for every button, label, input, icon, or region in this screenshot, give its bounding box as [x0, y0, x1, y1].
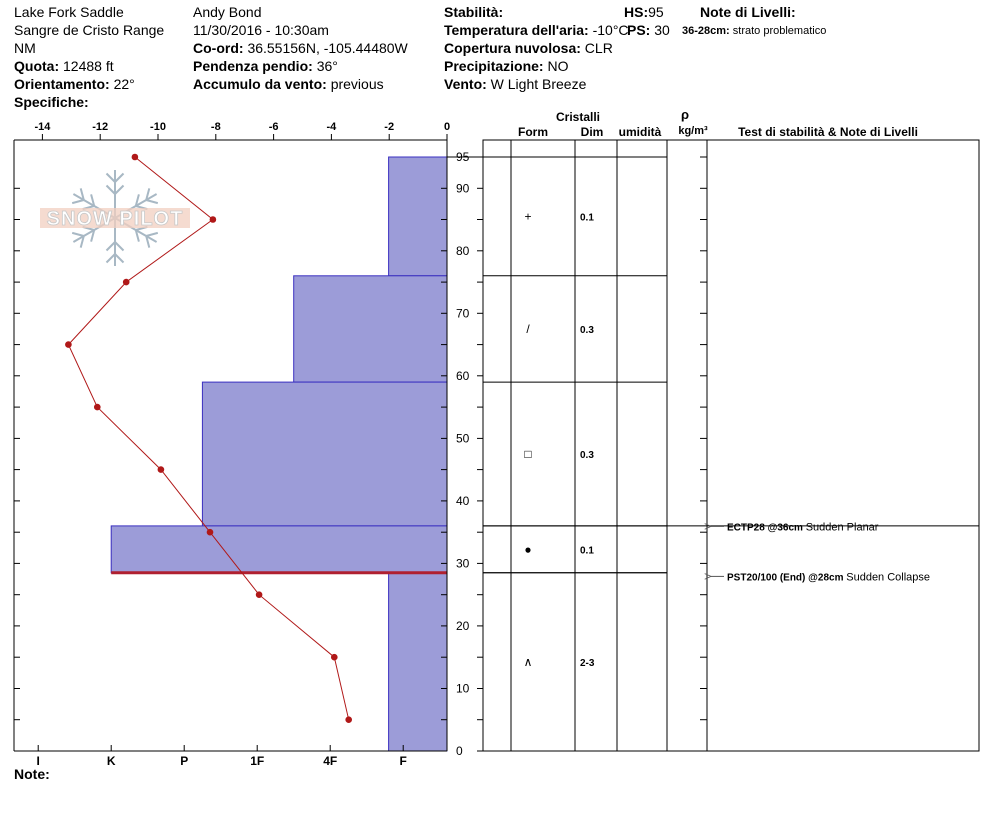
depth-tick-label: 20: [456, 618, 470, 633]
wind: Vento: W Light Breeze: [444, 76, 587, 92]
temperature-point: [123, 279, 130, 286]
aspect: Orientamento: 22°: [14, 76, 135, 92]
hardness-layer-2: [294, 276, 447, 382]
depth-tick-label: 50: [456, 431, 470, 446]
hardness-layer-1: [389, 157, 447, 276]
depth-top-label: 95: [456, 150, 470, 164]
temp-tick-label: -8: [210, 121, 221, 133]
size-header: Dim: [580, 125, 604, 139]
hardness-layer-3: [202, 382, 447, 526]
form-header: Form: [518, 125, 548, 139]
rho-header: ρ: [680, 107, 690, 122]
snowflake-branch: [72, 233, 84, 236]
hs-value: HS:95: [624, 4, 664, 20]
stability-tests: [711, 521, 930, 583]
temperature-point: [132, 154, 139, 161]
snowpilot-logo: [40, 170, 190, 266]
layer-table-rows: [483, 157, 979, 669]
snowflake-branch: [115, 254, 124, 263]
test-result: Sudden Collapse: [846, 571, 931, 584]
hardness-tick-label: 1F: [250, 754, 265, 768]
temp-tick-label: -10: [150, 121, 166, 133]
depth-tick-label: 10: [456, 681, 470, 696]
slope-angle: Pendenza pendio: 36°: [193, 58, 338, 74]
depth-tick-label: 40: [456, 493, 470, 508]
snowflake-branch: [107, 174, 116, 183]
tests-header: Test di stabilità & Note di Livelli: [738, 125, 918, 139]
temp-tick-label: 0: [443, 121, 451, 133]
temp-tick-label: -2: [384, 121, 395, 133]
temp-tick-label: -14: [34, 121, 51, 133]
snowflake-branch: [115, 174, 124, 183]
temperature-point: [158, 466, 165, 473]
wind-loading: Accumulo da vento: previous: [193, 76, 384, 92]
note-label: Note:: [14, 766, 50, 782]
coordinates: Co-ord: 36.55156N, -105.44480W: [193, 40, 408, 56]
depth-tick-label: 0: [456, 744, 463, 758]
hardness-tick-label: F: [399, 754, 407, 768]
test-code: ECTP28 @36cm: [727, 522, 806, 534]
mountain-range: Sangre de Cristo Range: [14, 22, 165, 38]
crystal-size-1: 0.1: [580, 212, 594, 224]
hardness-axis-ticks: [37, 745, 407, 768]
crystal-size-4: 0.1: [580, 545, 594, 557]
sky-cover: Copertura nuvolosa: CLR: [444, 40, 613, 56]
hardness-layer-4: [111, 526, 447, 573]
snowflake-branch: [107, 186, 116, 195]
test-text-2: [727, 571, 930, 583]
snowflake-branch: [107, 254, 116, 263]
density-unit-header: kg/m³: [678, 125, 708, 137]
temperature-point: [256, 591, 263, 598]
test-result: Sudden Planar: [805, 521, 879, 534]
crystal-size-2: 0.3: [580, 324, 594, 336]
temperature-point: [65, 341, 72, 348]
depth-tick-label: 30: [456, 556, 470, 571]
temp-tick-label: -4: [326, 121, 337, 133]
logo-text: SNOW PILOT: [46, 208, 184, 230]
air-temperature: Temperatura dell'aria: -10°C: [444, 22, 629, 38]
specifics: Specifiche:: [14, 94, 89, 110]
datetime: 11/30/2016 - 10:30am: [193, 22, 329, 38]
temperature-point: [207, 529, 214, 536]
hardness-layers: [111, 157, 447, 751]
state: NM: [14, 40, 36, 56]
observer: Andy Bond: [193, 4, 262, 20]
snowflake-branch: [72, 200, 84, 203]
test-text-1: [727, 521, 879, 533]
temp-axis-ticks: [34, 121, 450, 140]
snowflake-branch: [107, 242, 116, 251]
hardness-tick-label: I: [36, 754, 40, 768]
snowflake-branch: [115, 242, 124, 251]
temperature-point: [210, 216, 217, 223]
crystal-form-4: ●: [524, 542, 532, 557]
crystal-size-3: 0.3: [580, 450, 594, 461]
hardness-tick-label: P: [180, 754, 189, 768]
hardness-tick-label: K: [106, 754, 116, 768]
depth-tick-label: 60: [456, 368, 470, 383]
crystal-form-2: /: [526, 321, 530, 336]
depth-tick-label: 90: [456, 181, 470, 196]
location-name: Lake Fork Saddle: [14, 4, 124, 20]
hardness-layer-5: [389, 573, 447, 751]
temperature-point: [345, 716, 352, 723]
moisture-header: umidità: [618, 125, 662, 139]
hardness-tick-label: 4F: [323, 754, 338, 768]
test-code: PST20/100 (End) @28cm: [727, 572, 847, 584]
temperature-point: [331, 654, 338, 661]
snowflake-branch: [146, 200, 158, 203]
layer-notes-title: Note di Livelli:: [700, 4, 796, 20]
temperature-point: [94, 404, 101, 411]
layer-note: 36-28cm: strato problematico: [682, 25, 827, 37]
crystal-form-1: +: [524, 209, 532, 224]
crystal-form-3: □: [524, 447, 532, 461]
stability: Stabilità:: [444, 4, 504, 20]
layer-table-frame: [483, 140, 979, 751]
depth-tick-label: 70: [456, 306, 470, 321]
snowflake-branch: [146, 233, 158, 236]
temp-tick-label: -6: [268, 121, 279, 133]
ps-value: PS: 30: [627, 22, 670, 38]
elevation: Quota: 12488 ft: [14, 58, 114, 74]
depth-tick-label: 80: [456, 243, 470, 258]
precipitation: Precipitazione: NO: [444, 58, 569, 74]
snowflake-branch: [115, 186, 124, 195]
temp-tick-label: -12: [92, 121, 109, 133]
crystals-header: Cristalli: [555, 110, 601, 124]
crystal-form-5: ∧: [523, 654, 533, 669]
crystal-size-5: 2-3: [580, 657, 595, 669]
